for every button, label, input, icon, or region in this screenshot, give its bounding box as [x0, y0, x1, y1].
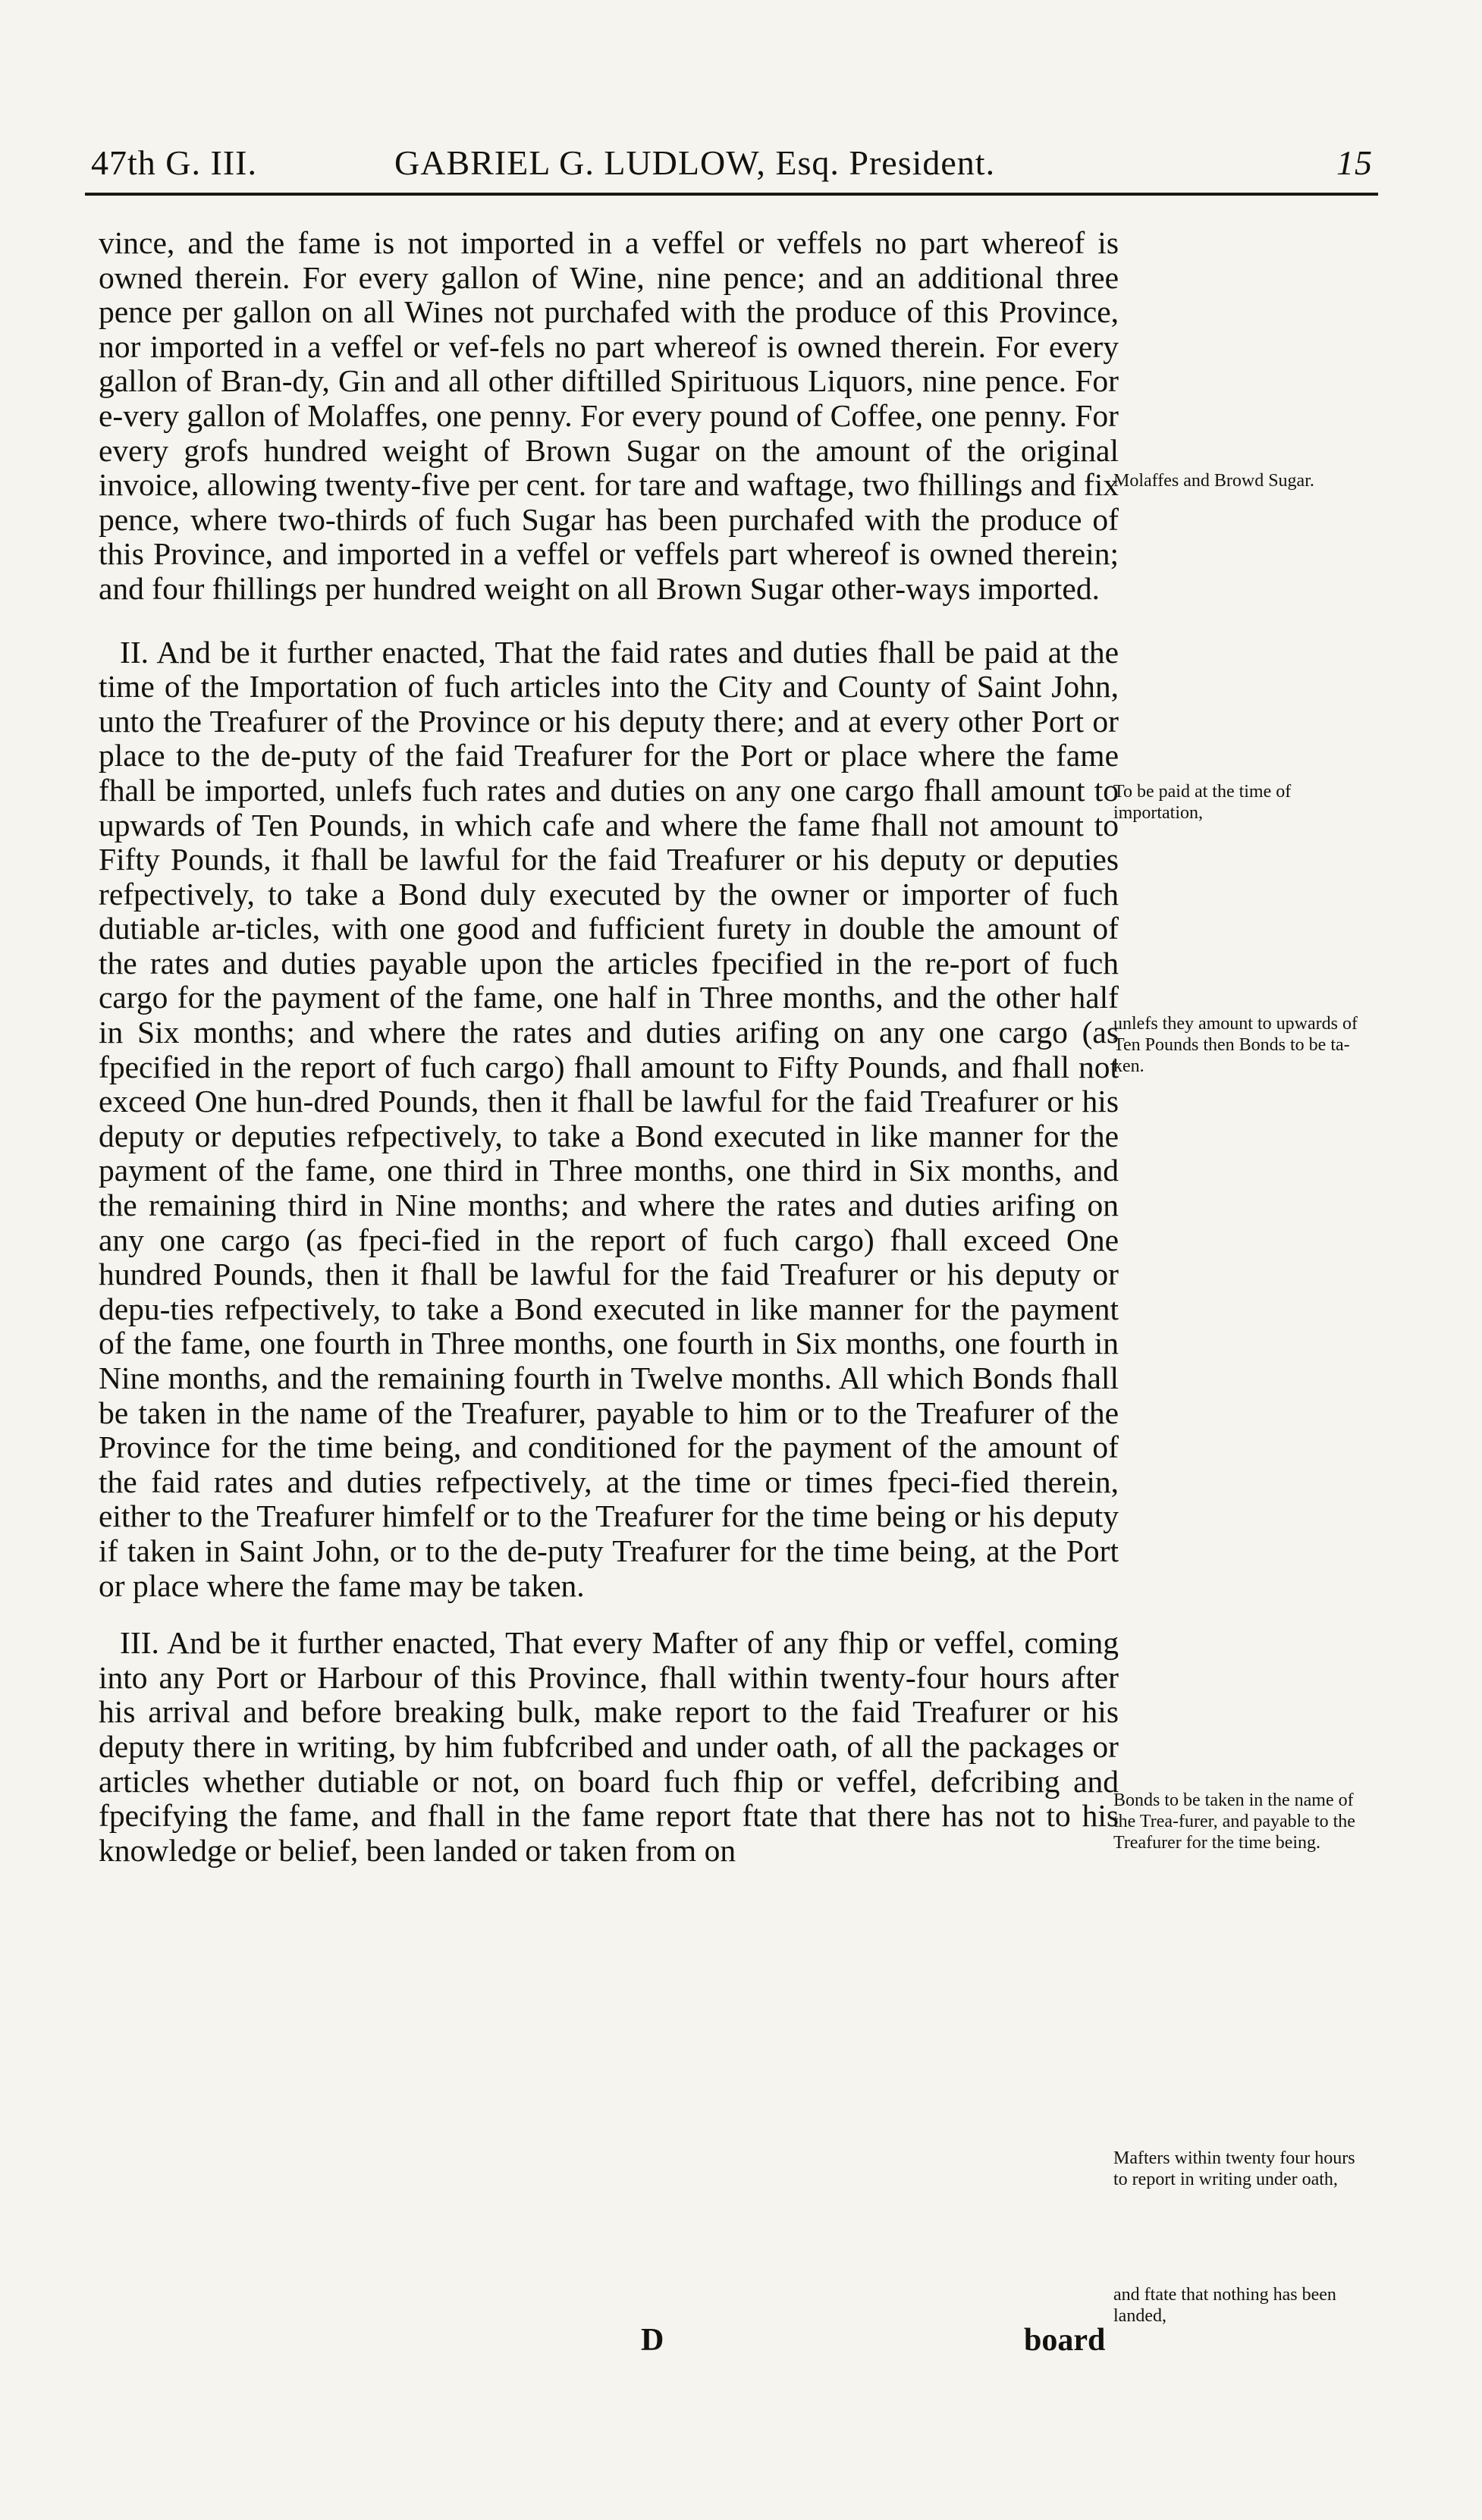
margin-note-masters-report: Mafters within twenty four hours to report in writing under oath, — [1113, 2148, 1355, 2189]
margin-note-molasses: Molaffes and Browd Sugar. — [1113, 471, 1314, 491]
paragraph-section-3: III. And be it further enacted, That every Mafter of any fhip or veffel, coming into any Port or Harbour of this Province, fhall within twenty-four hours after his arrival and before breaking bulk, make report to the faid Treafurer or his deputy there in writing, by him fubfcribed and under oath, of all the packages or articles whether dutiable or not, on board fuch fhip or veffel, defcribing and fpecifying the fame, and fhall in the fame report ftate that there has not to his knowledge or belief, been landed or taken from on — [99, 1625, 1119, 1868]
margin-note-paid-at-importation: To be paid at the time of importation, — [1113, 782, 1292, 823]
body-text — [99, 226, 1119, 1868]
margin-note-bonds-condition: unlefs they amount to upwards of Ten Pounds then Bonds to be ta-ken. — [1113, 1014, 1358, 1076]
signature-mark: D — [641, 2323, 664, 2358]
regnal-year: 47th G. III. — [91, 143, 257, 182]
paragraph-duties-continued: vince, and the fame is not imported in a veffel or veffels no part whereof is owned therein. For every gallon of Wine, nine pence; and an additional three pence per gallon on all Wines not purchafed with the produce of this Province, nor imported in a veffel or vef-fels no part whereof is owned therein. For every gallon of Bran-dy, Gin and all other diftilled Spirituous Liquors, nine pence. For e-very gallon of Molaffes, one penny. For every pound of Coffee, one penny. For every grofs hundred weight of Brown Sugar on the amount of the original invoice, allowing twenty-five per cent. for tare and waftage, two fhillings and fix pence, where two-thirds of fuch Sugar has been purchafed with the produce of this Province, and imported in a veffel or veffels part whereof is owned therein; and four fhillings per hundred weight on all Brown Sugar other-ways imported. — [99, 225, 1119, 606]
header-rule — [85, 193, 1378, 196]
running-header — [91, 143, 1373, 188]
header-title: GABRIEL G. LUDLOW, Esq. President. — [394, 143, 996, 182]
page-number: 15 — [1336, 143, 1373, 182]
catchword: board — [1024, 2323, 1106, 2358]
margin-note-nothing-landed: and ftate that nothing has been landed, — [1113, 2285, 1336, 2326]
margin-note-bonds-treasurer: Bonds to be taken in the name of the Trea-furer, and payable to the Treafurer for the time being. — [1113, 1790, 1355, 1853]
paragraph-section-2: II. And be it further enacted, That the faid rates and duties fhall be paid at the time of the Importation of fuch articles into the City and County of Saint John, unto the Treafurer of the Province or his deputy there; and at every other Port or place to the de-puty of the faid Treafurer for the Port or place where the fame fhall be imported, unlefs fuch rates and duties on any one cargo fhall amount to upwards of Ten Pounds, in which cafe and where the fame fhall not amount to Fifty Pounds, it fhall be lawful for the faid Treafurer or his deputy or deputies refpectively, to take a Bond duly executed by the owner or importer of fuch dutiable ar-ticles, with one good and fufficient furety in double the amount of the rates and duties payable upon the articles fpecified in the re-port of fuch cargo for the payment of the fame, one half in Three months, and the other half in Six months; and where the rates and duties arifing on any one cargo (as fpecified in the report of fuch cargo) fhall amount to Fifty Pounds, and fhall not exceed One hun-dred Pounds, then it fhall be lawful for the faid Treafurer or his deputy or deputies refpectively, to take a Bond executed in like manner for the payment of the fame, one third in Three months, one third in Six months, and the remaining third in Nine months; and where the rates and duties arifing on any one cargo (as fpeci-fied in the report of fuch cargo) fhall exceed One hundred Pounds, then it fhall be lawful for the faid Treafurer or his deputy or depu-ties refpectively, to take a Bond executed in like manner for the payment of the fame, one fourth in Three months, one fourth in Six months, one fourth in Nine months, and the remaining fourth in Twelve months. All which Bonds fhall be taken in the name of the Treafurer, payable to him or to the Treafurer of the Province for the time being, and conditioned for the payment of the amount of the faid rates and duties refpectively, at the time or times fpeci-fied therein, either to the Treafurer himfelf or to the Treafurer for the time being or his deputy if taken in Saint John, or to the de-puty Treafurer for the time being, at the Port or place where the fame may be taken. — [99, 634, 1119, 1603]
